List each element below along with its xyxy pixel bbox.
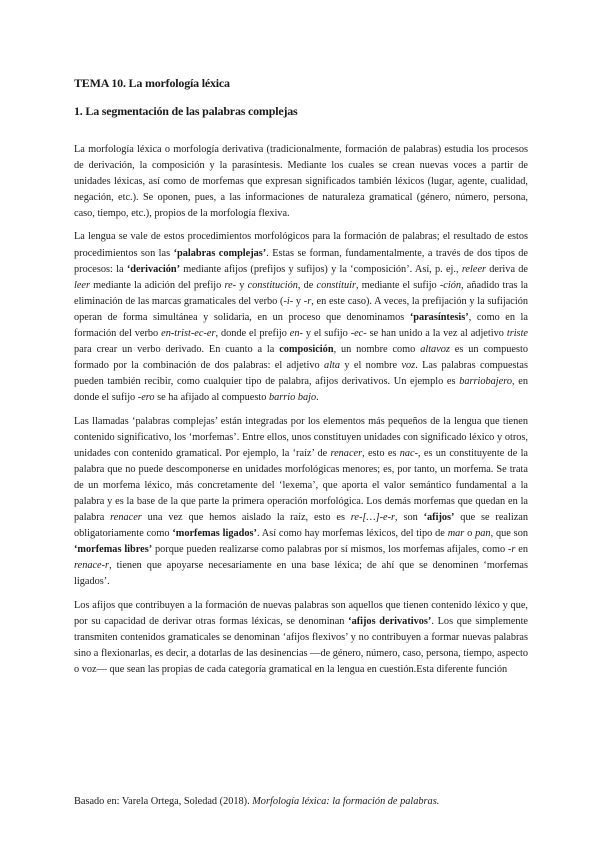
source-citation: Basado en: Varela Ortega, Soledad (2018). Morfología léxica: la formación de palabras. bbox=[74, 796, 440, 807]
paragraph-2: La lengua se vale de estos procedimientos morfológicos para la formación de palabras; el resultado de estos procedimientos son las ‘palabras complejas’. Estas se forman, fundamentalmente, a través de dos tipos de procesos: la ‘derivación’ mediante afijos (prefijos y sufijos) y la ‘composición’. Así, p. ej., releer deriva de leer mediante la adición del prefijo re- y constitución, de constituir, mediante el sufijo -ción, añadido tras la eliminación de las marcas gramaticales del verbo (-i- y -r, en este caso). A veces, la prefijación y la sufijación operan de forma simultánea y solidaria, en un proceso que denominamos ‘parasíntesis’, como en la formación del verbo en-trist-ec-er, donde el prefijo en- y el sufijo -ec- se han unido a la vez al adjetivo triste para crear un verbo derivado. En cuanto a la composición, un nombre como altavoz es un compuesto formado por la combinación de dos palabras: el adjetivo alta y el nombre voz. Las palabras compuestas pueden también recibir, como cualquier tipo de palabra, afijos derivativos. Un ejemplo es barriobajero, en donde el sufijo -ero se ha afijado al compuesto barrio bajo. bbox=[74, 231, 529, 404]
paragraph-3: Las llamadas ‘palabras complejas’ están integradas por los elementos más pequeños de la lengua que tienen contenido significativo, los ‘morfemas’. Entre ellos, unos constituyen unidades con significado léxico y otros, unidades con contenido gramatical. Por ejemplo, la ‘raíz’ de renacer, esto es nac-, es un constituyente de la palabra que no puede descomponerse en unidades morfológicas menores; es, por tanto, un morfema. Se trata de un morfema léxico, más concretamente del ‘lexema’, que aporta el valor semántico fundamental a la palabra y es la base de la que parte la primera operación morfológica. Los demás morfemas que quedan en la palabra renacer una vez que hemos aislado la raíz, esto es re-[…]-e-r, son ‘afijos’ que se realizan obligatoriamente como ‘morfemas ligados’. Así como hay morfemas léxicos, del tipo de mar o pan, que son ‘morfemas libres’ porque pueden realizarse como palabras por sí mismos, los morfemas afijales, como -r en renace-r, tienen que apoyarse necesariamente en una base léxica; de ahí que se denominen ‘morfemas ligados’. bbox=[74, 415, 528, 588]
section-heading: 1. La segmentación de las palabras complejas bbox=[74, 104, 298, 118]
book-title: Morfología léxica: la formación de palabras. bbox=[252, 796, 440, 807]
page-title: TEMA 10. La morfología léxica bbox=[74, 76, 230, 90]
document-body bbox=[74, 142, 528, 685]
paragraph-4: Los afijos que contribuyen a la formación de nuevas palabras son aquellos que tienen contenido léxico y que, por su capacidad de derivar otras formas léxicas, se denominan ‘afijos derivativos’. Los que simplemente transmiten contenidos gramaticales se denominan ‘afijos flexivos’ y no contribuyen a formar nuevas palabras sino a flexionarlas, es decir, a dotarlas de las desinencias —de género, número, caso, persona, tiempo, aspecto o voz— que sean las propias de cada categoría gramatical en la lengua en cuestión.Esta diferente función bbox=[74, 599, 528, 675]
paragraph-1: La morfología léxica o morfología derivativa (tradicionalmente, formación de palabras) estudia los procesos de derivación, la composición y la parasíntesis. Mediante los cuales se crean nuevas voces a partir de unidades léxicas, así como de morfemas que expresan significados también léxicos (lugar, agente, cualidad, negación, etc.). Se oponen, pues, a las informaciones de naturaleza gramatical (género, número, persona, caso, tiempo, etc.), propios de la morfología flexiva. bbox=[74, 144, 528, 220]
